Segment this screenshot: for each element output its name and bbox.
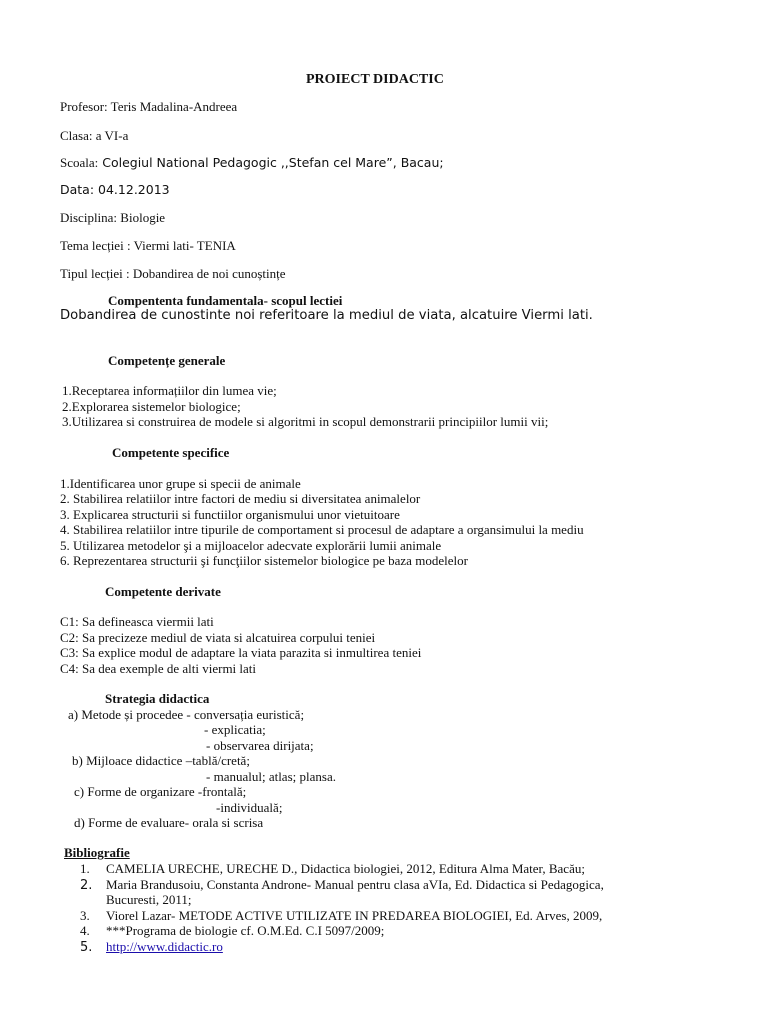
competente-generale-item: 3.Utilizarea si construirea de modele si algoritmi in scopul demonstrarii principiilor lumii vii; (62, 414, 549, 429)
list-number: 1. (80, 861, 90, 876)
strategia-line: a) Metode și procedee - conversația euristică; (68, 707, 305, 722)
competente-derivate-item: C4: Sa dea exemple de alti viermi lati (60, 661, 257, 676)
competente-derivate-item: C2: Sa precizeze mediul de viata si alcatuirea corpului teniei (60, 630, 376, 645)
scoala-value: Colegiul National Pedagogic ,,Stefan cel Mare”, Bacau; (98, 155, 444, 170)
clasa-line: Clasa: a VI-a (60, 128, 129, 143)
competente-specifice-item: 3. Explicarea structurii si functiilor organismului unor vietuitoare (60, 507, 400, 522)
competente-generale-item: 2.Explorarea sistemelor biologice; (62, 399, 241, 414)
bibliografie-item-continuation: Bucuresti, 2011; (106, 892, 192, 907)
bibliografie-item (80, 861, 585, 876)
competente-derivate-item: C3: Sa explice modul de adaptare la viata parazita si inmultirea teniei (60, 645, 422, 660)
bibliografie-text: Viorel Lazar- METODE ACTIVE UTILIZATE IN PREDAREA BIOLOGIEI, Ed. Arves, 2009, (106, 908, 603, 923)
strategia-line: - observarea dirijata; (206, 738, 314, 753)
bibliografie-item (80, 939, 223, 955)
tipul-line: Tipul lecției : Dobandirea de noi cunoștințe (60, 266, 286, 281)
list-number: 4. (80, 923, 90, 938)
scoala-line (60, 155, 444, 170)
competente-specifice-heading: Competente specifice (112, 445, 230, 460)
bibliografie-item (80, 877, 604, 893)
competente-specifice-item: 6. Reprezentarea structurii şi funcţiilor sistemelor biologice pe baza modelelor (60, 553, 468, 568)
competente-generale-item: 1.Receptarea informațiilor din lumea vie; (62, 383, 277, 398)
strategia-line: - manualul; atlas; plansa. (206, 769, 336, 784)
strategia-heading: Strategia didactica (105, 691, 210, 706)
bibliografie-text: Maria Brandusoiu, Constanta Androne- Manual pentru clasa aVIa, Ed. Didactica si Pedagogica, (106, 877, 604, 892)
profesor-line: Profesor: Teris Madalina-Andreea (60, 99, 238, 114)
tema-line: Tema lecției : Viermi lati- TENIA (60, 238, 236, 253)
list-number: 3. (80, 908, 90, 923)
strategia-line: -individuală; (216, 800, 283, 815)
bibliografie-item (80, 923, 384, 938)
disciplina-line: Disciplina: Biologie (60, 210, 166, 225)
competente-generale-heading: Competențe generale (108, 353, 226, 368)
strategia-line: c) Forme de organizare -frontală; (74, 784, 247, 799)
bibliografie-heading: Bibliografie (64, 845, 130, 860)
didactic-link[interactable]: http://www.didactic.ro (106, 939, 223, 954)
page-title: PROIECT DIDACTIC (306, 72, 444, 87)
bibliografie-text: ***Programa de biologie cf. O.M.Ed. C.I 5097/2009; (106, 923, 385, 938)
competente-specifice-item: 2. Stabilirea relatiilor intre factori de mediu si diversitatea animalelor (60, 491, 421, 506)
competente-derivate-item: C1: Sa defineasca viermii lati (60, 614, 214, 629)
competente-specifice-item: 5. Utilizarea metodelor şi a mijloacelor adecvate explorării lumii animale (60, 538, 442, 553)
competente-specifice-item: 4. Stabilirea relatiilor intre tipurile de comportament si procesul de adaptare a organsimului la mediu (60, 522, 584, 537)
bibliografie-item (80, 908, 602, 923)
data-line: Data: 04.12.2013 (60, 182, 170, 197)
scoala-label: Scoala: (60, 155, 99, 170)
strategia-line: d) Forme de evaluare- orala si scrisa (74, 815, 264, 830)
bibliografie-text: CAMELIA URECHE, URECHE D., Didactica biologiei, 2012, Editura Alma Mater, Bacău; (106, 861, 585, 876)
strategia-line: - explicatia; (204, 722, 266, 737)
competente-derivate-heading: Competente derivate (105, 584, 221, 599)
competente-specifice-item: 1.Identificarea unor grupe si specii de animale (60, 476, 301, 491)
competenta-fundamentala-text: Dobandirea de cunostinte noi referitoare la mediul de viata, alcatuire Viermi lati. (60, 308, 593, 323)
list-number: 5. (80, 940, 93, 955)
strategia-line: b) Mijloace didactice –tablă/cretă; (72, 753, 250, 768)
list-number: 2. (80, 878, 93, 893)
competenta-fundamentala-heading: Compententa fundamentala- scopul lectiei (108, 293, 343, 308)
